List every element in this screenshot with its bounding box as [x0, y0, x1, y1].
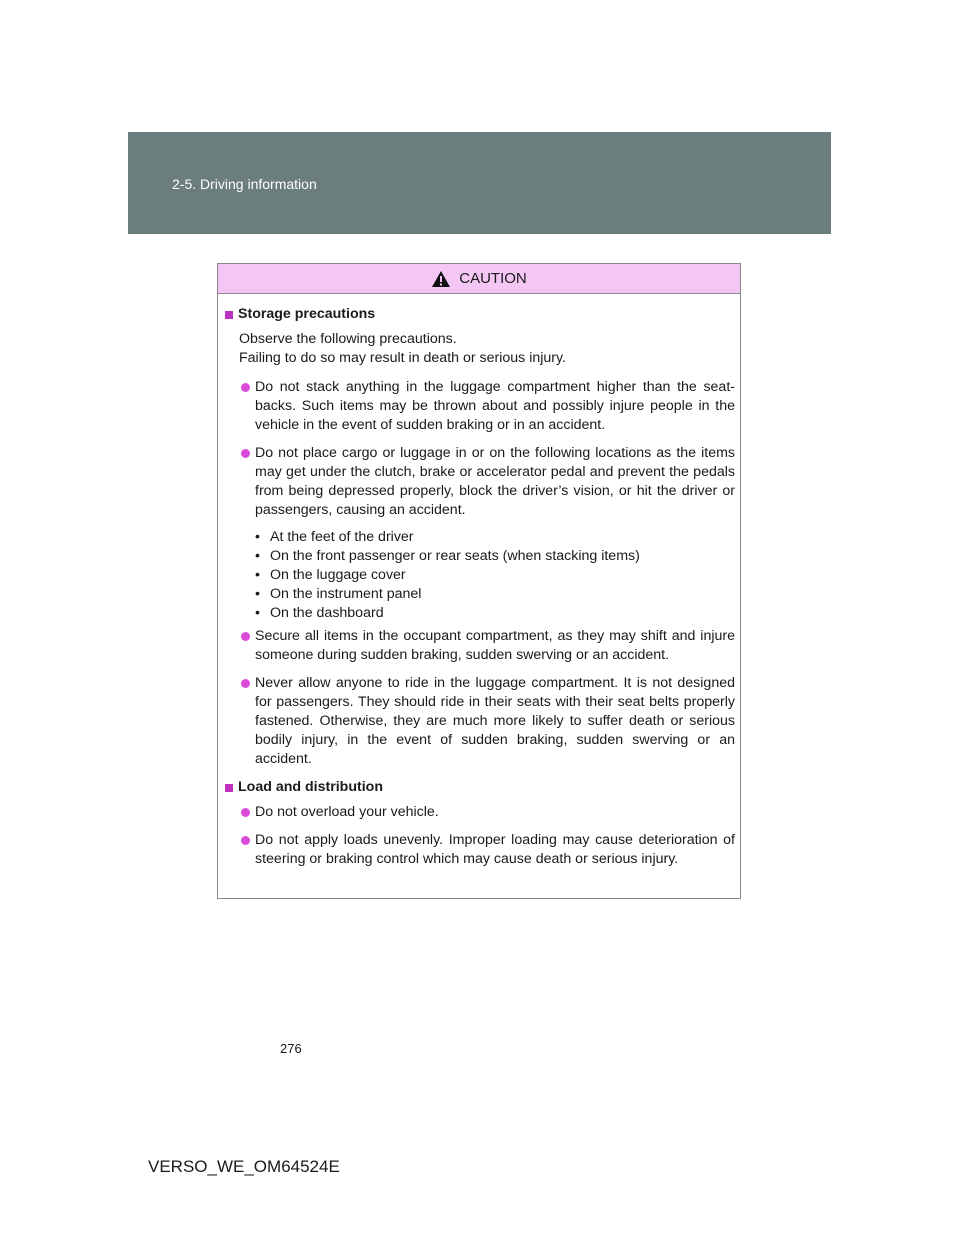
square-bullet-icon — [225, 311, 233, 319]
list-item: Never allow anyone to ride in the luggage compartment. It is not designed for passengers. They should ride in their seats with their seat belts properly fastened. Otherwise, they are much more likely to suffer death or serious bodily injury, in the event of sudden braking, sudden swerving or an accident. — [241, 674, 735, 769]
location-list — [255, 528, 735, 623]
caution-header — [218, 264, 740, 294]
bullet-dot-icon — [241, 383, 250, 392]
section-heading: Load and distribution — [225, 778, 735, 797]
section-intro: Observe the following precautions. Failing to do so may result in death or serious injury. — [239, 331, 566, 366]
caution-body — [218, 294, 740, 869]
location-item: • On the luggage cover — [255, 567, 406, 583]
document-code: VERSO_WE_OM64524E — [148, 1157, 340, 1176]
header-bar — [128, 132, 831, 234]
bullet-dot-icon — [241, 449, 250, 458]
list-item: Do not place cargo or luggage in or on the following locations as the items may get under the clutch, brake or accelerator pedal and prevent the pedals from being depressed properly, block the driver’s vision, or hit the driver or passengers, causing an accident. — [241, 444, 735, 520]
bullet-dot-icon — [241, 679, 250, 688]
location-item: • On the dashboard — [255, 605, 384, 621]
bullet-dot-icon — [241, 836, 250, 845]
list-item: Do not apply loads unevenly. Improper loading may cause deterioration of steering or braking control which may cause death or serious injury. — [241, 831, 735, 869]
caution-title: CAUTION — [459, 270, 527, 287]
warning-triangle-icon — [431, 270, 451, 288]
section-title: 2-5. Driving information — [172, 176, 317, 192]
list-item: Secure all items in the occupant compartment, as they may shift and injure someone during sudden braking, sudden swerving or an accident. — [241, 627, 735, 665]
location-item: • On the instrument panel — [255, 586, 422, 602]
caution-box — [217, 263, 741, 899]
page-number: 276 — [280, 1041, 302, 1056]
list-item: Do not overload your vehicle. — [241, 803, 735, 822]
section-heading: Storage precautions — [225, 305, 735, 324]
location-item: • At the feet of the driver — [255, 529, 414, 545]
list-item: Do not stack anything in the luggage compartment higher than the seat-backs. Such items may be thrown about and possibly injure people in the vehicle in the event of sudden braking or in an accident. — [241, 378, 735, 435]
location-item: • On the front passenger or rear seats (when stacking items) — [255, 548, 640, 564]
square-bullet-icon — [225, 784, 233, 792]
bullet-dot-icon — [241, 808, 250, 817]
bullet-dot-icon — [241, 632, 250, 641]
